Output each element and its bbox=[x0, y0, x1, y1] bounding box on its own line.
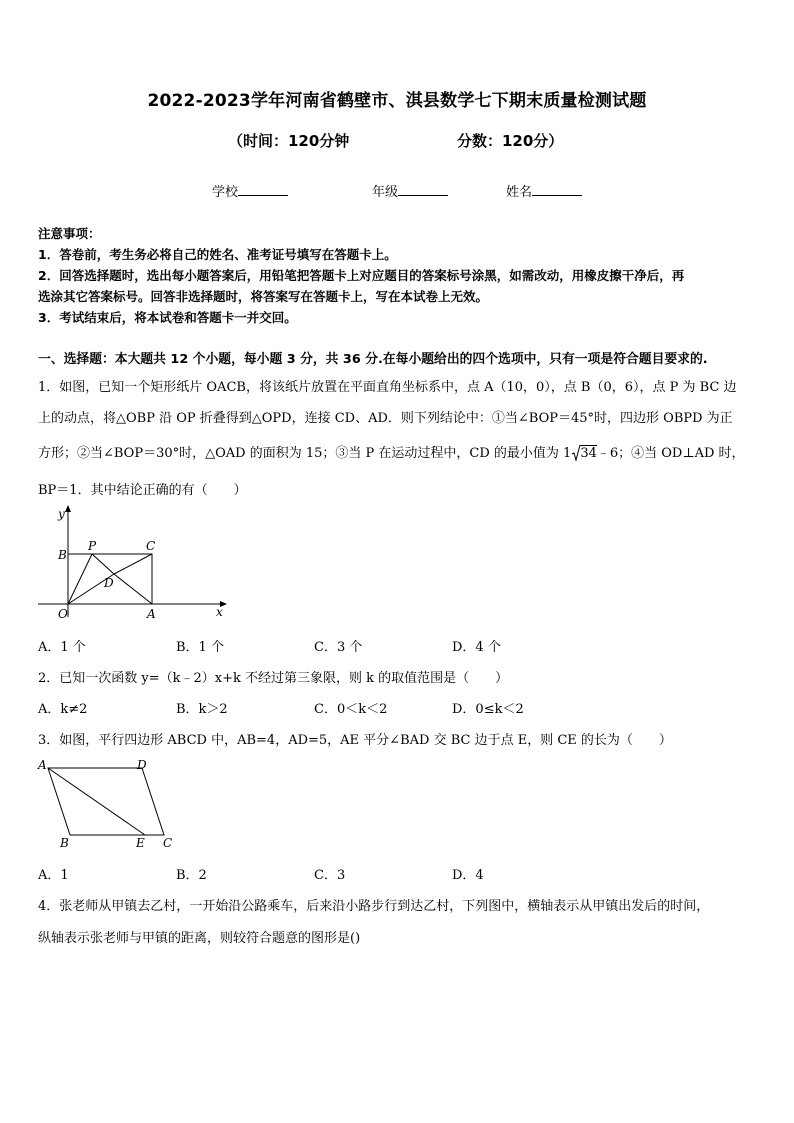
label-a: A bbox=[147, 607, 156, 621]
label-c: C bbox=[163, 836, 173, 850]
label-c: C bbox=[146, 539, 156, 553]
note-1: 1．答卷前，考生务必将自己的姓名、准考证号填写在答题卡上。 bbox=[38, 247, 397, 262]
label-o: O bbox=[58, 607, 68, 621]
q1-option-b: B．1 个 bbox=[176, 640, 224, 655]
q2-option-c: C．0＜k＜2 bbox=[314, 702, 388, 717]
notes-heading: 注意事项： bbox=[38, 226, 101, 241]
exam-score: 分数：120分） bbox=[457, 132, 564, 150]
q2-option-a: A．k≠2 bbox=[38, 702, 88, 717]
q1-option-c: C．3 个 bbox=[314, 640, 363, 655]
exam-time: （时间：120分钟 bbox=[228, 132, 350, 150]
page-title: 2022-2023学年河南省鹤壁市、淇县数学七下期末质量检测试题 bbox=[147, 91, 647, 111]
label-d: D bbox=[137, 758, 147, 772]
q3-option-a: A．1 bbox=[38, 868, 69, 883]
label-d: D bbox=[104, 576, 114, 590]
label-b: B bbox=[58, 548, 67, 562]
note-2-line-2: 选涂其它答案标号。回答非选择题时，将答案写在答题卡上，写在本试卷上无效。 bbox=[38, 289, 489, 304]
q2-option-d: D．0≤k＜2 bbox=[452, 702, 524, 717]
grade-field: 年级 bbox=[372, 181, 448, 200]
q1-option-a: A．1 个 bbox=[38, 640, 86, 655]
label-e: E bbox=[136, 836, 145, 850]
label-a: A bbox=[38, 758, 47, 772]
label-y: y bbox=[58, 507, 65, 521]
note-3: 3．考试结束后，将本试卷和答题卡一并交回。 bbox=[38, 310, 297, 325]
q1-figure bbox=[34, 503, 234, 621]
name-field: 姓名 bbox=[506, 181, 582, 200]
q3-option-b: B．2 bbox=[176, 868, 207, 883]
sqrt-sign-icon bbox=[571, 444, 581, 462]
q1-line-4: BP＝1．其中结论正确的有（ ） bbox=[38, 483, 247, 498]
q3-option-d: D．4 bbox=[452, 868, 484, 883]
label-x: x bbox=[216, 605, 223, 619]
q3-text: 3．如图，平行四边形 ABCD 中，AB=4，AD=5，AE 平分∠BAD 交 BC 边于点 E，则 CE 的长为（ ） bbox=[38, 733, 672, 748]
q3-figure bbox=[34, 755, 184, 853]
label-p: P bbox=[88, 539, 97, 553]
q3-option-c: C．3 bbox=[314, 868, 346, 883]
q2-option-b: B．k＞2 bbox=[176, 702, 228, 717]
label-b: B bbox=[60, 836, 69, 850]
q4-line-1: 4．张老师从甲镇去乙村，一开始沿公路乘车，后来沿小路步行到达乙村，下列图中，横轴表示从甲镇出发后的时间， bbox=[38, 899, 710, 914]
section-heading: 一、选择题：本大题共 12 个小题，每小题 3 分，共 36 分.在每小题给出的四个选项中，只有一项是符合题目要求的. bbox=[38, 352, 708, 367]
q1-line-2: 上的动点，将△OBP 沿 OP 折叠得到△OPD，连接 CD、AD．则下列结论中：①当∠BOP＝45°时，四边形 OBPD 为正 bbox=[38, 411, 733, 426]
q1-line-1: 1．如图，已知一个矩形纸片 OACB，将该纸片放置在平面直角坐标系中，点 A（10，0），点 B（0，6），点 P 为 BC 边 bbox=[38, 380, 737, 395]
school-field: 学校 bbox=[212, 181, 288, 200]
q4-line-2: 纵轴表示张老师与甲镇的距离，则较符合题意的图形是() bbox=[38, 931, 361, 946]
q1-option-d: D．4 个 bbox=[452, 640, 501, 655]
q2-text: 2．已知一次函数 y=（k﹣2）x+k 不经过第三象限，则 k 的取值范围是（ ） bbox=[38, 671, 509, 686]
q1-line-3: 方形；②当∠BOP＝30°时，△OAD 的面积为 15；③当 P 在运动过程中，CD 的最小值为 1 34﹣6；④当 OD⊥AD 时， bbox=[38, 446, 745, 461]
note-2-line-1: 2．回答选择题时，选出每小题答案后，用铅笔把答题卡上对应题目的答案标号涂黑，如需改动，用橡皮擦干净后，再 bbox=[38, 268, 685, 283]
